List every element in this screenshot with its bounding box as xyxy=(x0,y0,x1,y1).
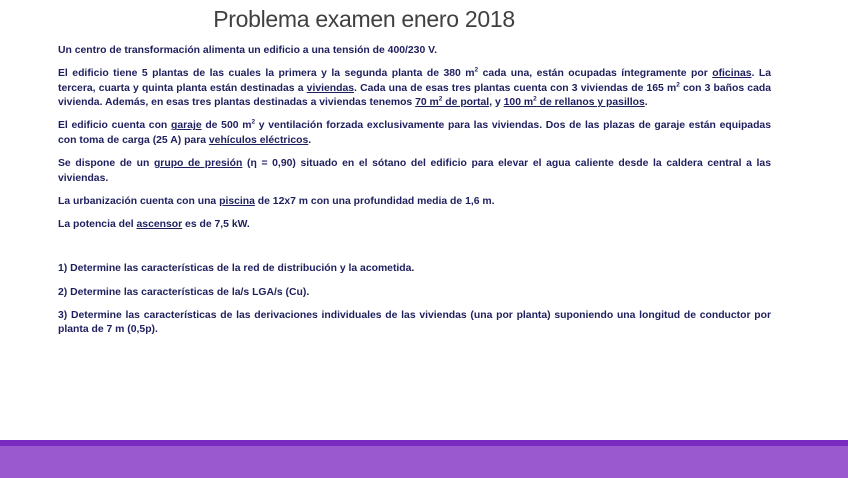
text-run: (η = 0,90) situado en el sótano del edificio para elevar el agua caliente desde la caldera central a las viviendas. xyxy=(58,158,771,184)
underlined-term-vehiculos: vehículos eléctricos xyxy=(208,134,309,146)
underlined-term-piscina: piscina xyxy=(219,195,255,207)
text-run: de 12x7 m con una profundidad media de 1,6 m. xyxy=(254,195,495,207)
slide-content xyxy=(58,44,771,346)
question-3: 3) Determine las características de las derivaciones individuales de las viviendas (una por planta) suponiendo una longitud de conductor por planta de 7 m (0,5p). xyxy=(58,309,771,336)
text-run: de rellanos y pasillos xyxy=(536,97,645,109)
slide-title: Problema examen enero 2018 xyxy=(213,6,515,32)
underlined-term-viviendas: viviendas xyxy=(306,82,355,94)
underlined-term-ascensor: ascensor xyxy=(136,218,183,230)
question-1: 1) Determine las características de la red de distribución y la acometida. xyxy=(58,263,415,275)
paragraph-elevator xyxy=(58,218,771,233)
text-run: . La tercera, cuarta y quinta planta están destinadas a xyxy=(58,68,771,94)
text-run: y ventilación forzada exclusivamente para las viviendas. Dos de las plazas de garaje están equipadas con toma de carga (25 A) para xyxy=(58,120,771,146)
text-run: . xyxy=(644,97,648,109)
text-run: . Cada una de esas tres plantas cuenta con 3 viviendas de 165 m xyxy=(354,82,677,94)
text-run: de portal xyxy=(442,97,490,109)
text-run: El edificio cuenta con xyxy=(58,120,171,132)
underlined-term-rellanos xyxy=(504,97,645,108)
paragraph-pool xyxy=(58,195,771,210)
superscript: 2 xyxy=(251,118,256,126)
underlined-term-portal xyxy=(415,97,489,108)
text-run: La potencia del xyxy=(58,218,137,230)
underlined-term-garaje: garaje xyxy=(171,120,202,132)
superscript: 2 xyxy=(676,81,680,89)
footer-bar xyxy=(0,446,848,478)
text-run: 70 m xyxy=(415,97,439,109)
underlined-term-grupo-presion: grupo de presión xyxy=(153,158,243,170)
superscript: 2 xyxy=(474,66,479,74)
text-run: Se dispone de un xyxy=(58,158,154,170)
text-run: El edificio tiene 5 plantas de las cuales la primera y la segunda planta de 380 m xyxy=(58,68,475,80)
superscript: 2 xyxy=(438,95,443,103)
text-run: con 3 baños cada vivienda. Además, en esas tres plantas destinadas a viviendas tenemos xyxy=(58,82,771,109)
text-run: 100 m xyxy=(503,97,534,109)
text-run: cada una, están ocupadas íntegramente por xyxy=(478,68,713,80)
text-run: de 500 m xyxy=(201,120,252,132)
paragraph-garage xyxy=(58,119,771,148)
paragraph-building xyxy=(58,67,771,111)
text-run: La urbanización cuenta con una xyxy=(58,195,220,207)
question-2: 2) Determine las características de la/s LGA/s (Cu). xyxy=(58,286,310,298)
underlined-term-oficinas: oficinas xyxy=(712,68,752,80)
text-run: . xyxy=(308,134,312,146)
paragraph-intro: Un centro de transformación alimenta un edificio a una tensión de 400/230 V. xyxy=(58,45,437,56)
text-run: , y xyxy=(489,97,504,109)
superscript: 2 xyxy=(533,95,537,103)
paragraph-pump xyxy=(58,157,771,186)
text-run: es de 7,5 kW. xyxy=(182,218,250,230)
